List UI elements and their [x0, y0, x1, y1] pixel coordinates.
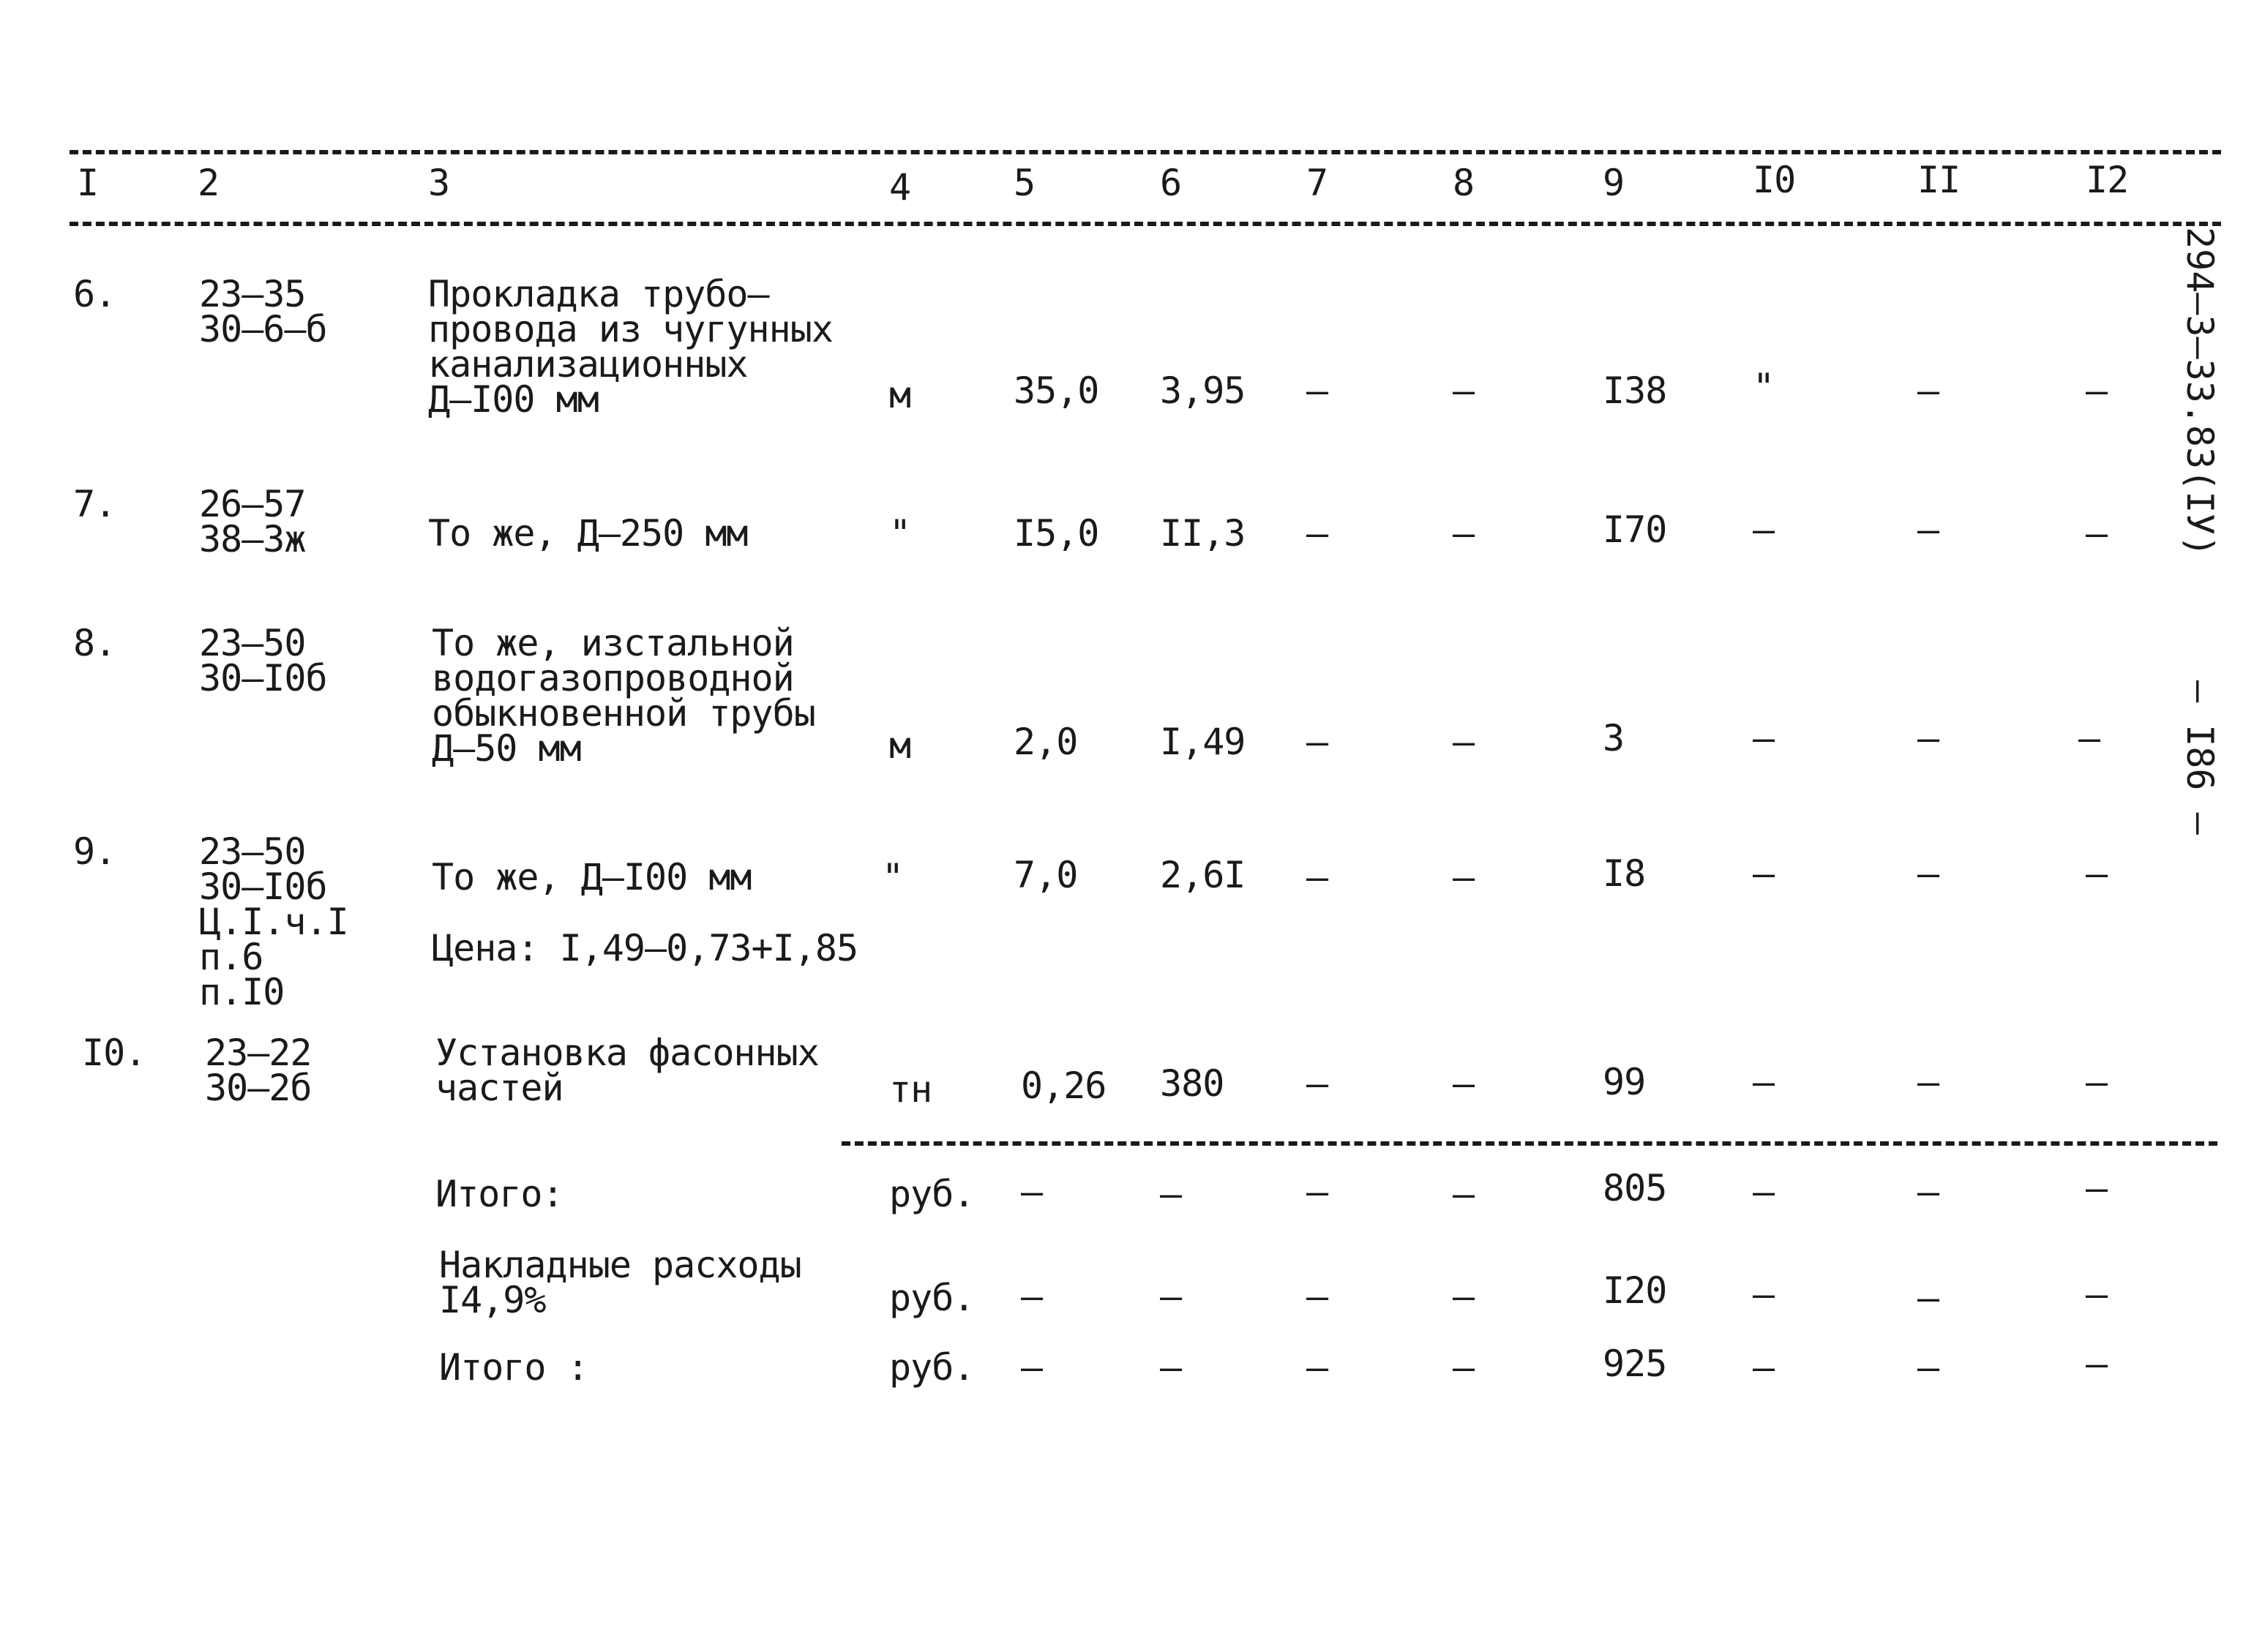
- row-10-unit: тн: [889, 1068, 932, 1111]
- row-6-unit: м: [889, 374, 911, 416]
- total-2-c5: –: [1021, 1275, 1043, 1318]
- total-2-c8: –: [1453, 1275, 1475, 1318]
- row-10-c11: –: [1917, 1061, 1939, 1103]
- total-2-c11: –: [1917, 1277, 1939, 1319]
- row-6-c9: I38: [1603, 369, 1667, 412]
- row-6-num: 6.: [73, 273, 116, 315]
- row-8-c7: –: [1306, 721, 1328, 763]
- row-6-c8: –: [1453, 369, 1475, 412]
- row-10-c12: –: [2086, 1061, 2108, 1103]
- header-col-9: 9: [1603, 162, 1625, 204]
- header-col-4: 4: [889, 166, 911, 209]
- row-7-c10: –: [1753, 508, 1775, 551]
- total-1-c8: –: [1453, 1173, 1475, 1215]
- row-9-c9: I8: [1603, 852, 1646, 895]
- row-7-c11: –: [1917, 508, 1939, 551]
- total-3-c11: –: [1917, 1346, 1939, 1389]
- row-6-code: 23–35 30–6–б: [199, 273, 327, 350]
- total-3-c10: –: [1753, 1346, 1775, 1389]
- row-9-c8: –: [1453, 856, 1475, 898]
- header-top-rule: [70, 150, 2221, 154]
- header-col-10: I0: [1753, 159, 1796, 201]
- side-doc-code: 294–3–33.83(IУ): [2179, 227, 2221, 557]
- total-3-c8: –: [1453, 1346, 1475, 1389]
- row-8-c8: –: [1453, 721, 1475, 763]
- total-2-unit: руб.: [889, 1277, 975, 1319]
- row-8-code: 23–50 30–I0б: [199, 622, 327, 699]
- row-9-unit: ": [882, 856, 904, 898]
- row-6-c12: –: [2086, 369, 2108, 412]
- row-7-c12: –: [2086, 512, 2108, 555]
- row-9-name: То же, Д–I00 мм: [432, 856, 752, 898]
- row-6-name: Прокладка трубо– провода из чугунных канализационных Д–I00 мм: [428, 273, 833, 421]
- row-8-c5: 2,0: [1014, 721, 1078, 763]
- total-2-c9: I20: [1603, 1269, 1667, 1312]
- row-10-c10: –: [1753, 1061, 1775, 1103]
- row-10-c5: 0,26: [1021, 1065, 1107, 1107]
- total-1-c9: 805: [1603, 1167, 1667, 1209]
- total-3-unit: руб.: [889, 1346, 975, 1389]
- row-6-c5: 35,0: [1014, 369, 1099, 412]
- row-10-c8: –: [1453, 1062, 1475, 1105]
- total-3-c5: –: [1021, 1346, 1043, 1389]
- row-10-c7: –: [1306, 1062, 1328, 1105]
- side-page-number: – I86 –: [2179, 680, 2221, 835]
- total-1-c10: –: [1753, 1171, 1775, 1213]
- total-1-c6: –: [1160, 1173, 1182, 1215]
- row-6-c7: –: [1306, 369, 1328, 412]
- header-bottom-rule: [70, 222, 2221, 226]
- header-col-11: II: [1917, 159, 1961, 201]
- row-10-code: 23–22 30–2б: [205, 1032, 312, 1109]
- total-1-unit: руб.: [889, 1173, 975, 1215]
- row-6-c11: –: [1917, 369, 1939, 412]
- total-2-c6: –: [1160, 1275, 1182, 1318]
- total-1-label: Итого:: [435, 1173, 564, 1215]
- row-7-unit: ": [889, 512, 911, 555]
- total-3-c12: –: [2086, 1343, 2108, 1385]
- row-7-num: 7.: [73, 483, 116, 525]
- row-9-c12: –: [2086, 852, 2108, 895]
- row-7-name: То же, Д–250 мм: [428, 512, 748, 555]
- row-7-c7: –: [1306, 512, 1328, 555]
- row-8-unit: м: [889, 724, 911, 767]
- row-9-c6: 2,6I: [1160, 854, 1246, 896]
- total-2-c10: –: [1753, 1273, 1775, 1315]
- row-6-c6: 3,95: [1160, 369, 1246, 412]
- totals-rule: [842, 1141, 2217, 1146]
- row-7-c9: I70: [1603, 508, 1667, 551]
- row-8-c11: –: [1917, 717, 1939, 759]
- row-9-c10: –: [1753, 852, 1775, 895]
- header-col-7: 7: [1306, 162, 1328, 204]
- header-col-6: 6: [1160, 162, 1182, 204]
- row-7-c8: –: [1453, 512, 1475, 555]
- row-9-c11: –: [1917, 852, 1939, 895]
- row-7-code: 26–57 38–3ж: [199, 483, 306, 560]
- total-1-c11: –: [1917, 1171, 1939, 1213]
- row-10-num: I0.: [82, 1032, 146, 1074]
- row-9-c5: 7,0: [1014, 854, 1078, 896]
- row-6-c10: ": [1753, 366, 1775, 408]
- header-col-3: 3: [428, 162, 450, 204]
- row-9-c7: –: [1306, 856, 1328, 898]
- total-2-c12: –: [2086, 1273, 2108, 1315]
- row-10-c6: 380: [1160, 1062, 1224, 1105]
- row-7-c5: I5,0: [1014, 512, 1099, 555]
- row-8-c10: –: [1753, 717, 1775, 759]
- row-9-num: 9.: [73, 830, 116, 873]
- total-3-label: Итого :: [439, 1346, 588, 1389]
- header-col-8: 8: [1453, 162, 1475, 204]
- row-8-c9: 3: [1603, 717, 1625, 759]
- row-9-price: Цена: I,49–0,73+I,85: [432, 927, 858, 969]
- row-8-num: 8.: [73, 622, 116, 664]
- total-3-c7: –: [1306, 1346, 1328, 1389]
- header-col-5: 5: [1014, 162, 1036, 204]
- total-3-c9: 925: [1603, 1343, 1667, 1385]
- header-col-12: I2: [2086, 159, 2129, 201]
- row-8-name: То же, изстальной водогазопроводной обыкновенной трубы Д–50 мм: [432, 622, 815, 770]
- total-2-label: Накладные расходы I4,9%: [439, 1244, 801, 1321]
- row-7-c6: II,3: [1160, 512, 1246, 555]
- total-1-c12: –: [2086, 1167, 2108, 1209]
- total-3-c6: –: [1160, 1346, 1182, 1389]
- row-10-c9: 99: [1603, 1061, 1646, 1103]
- row-9-code: 23–50 30–I0б Ц.I.ч.I п.6 п.I0: [199, 830, 348, 1013]
- header-col-2: 2: [198, 162, 220, 204]
- row-8-c6: I,49: [1160, 721, 1246, 763]
- total-2-c7: –: [1306, 1275, 1328, 1318]
- row-10-name: Установка фасонных частей: [435, 1032, 819, 1109]
- header-col-1: I: [77, 162, 99, 204]
- total-1-c7: –: [1306, 1171, 1328, 1213]
- row-8-c12: –: [2078, 717, 2100, 759]
- total-1-c5: –: [1021, 1171, 1043, 1213]
